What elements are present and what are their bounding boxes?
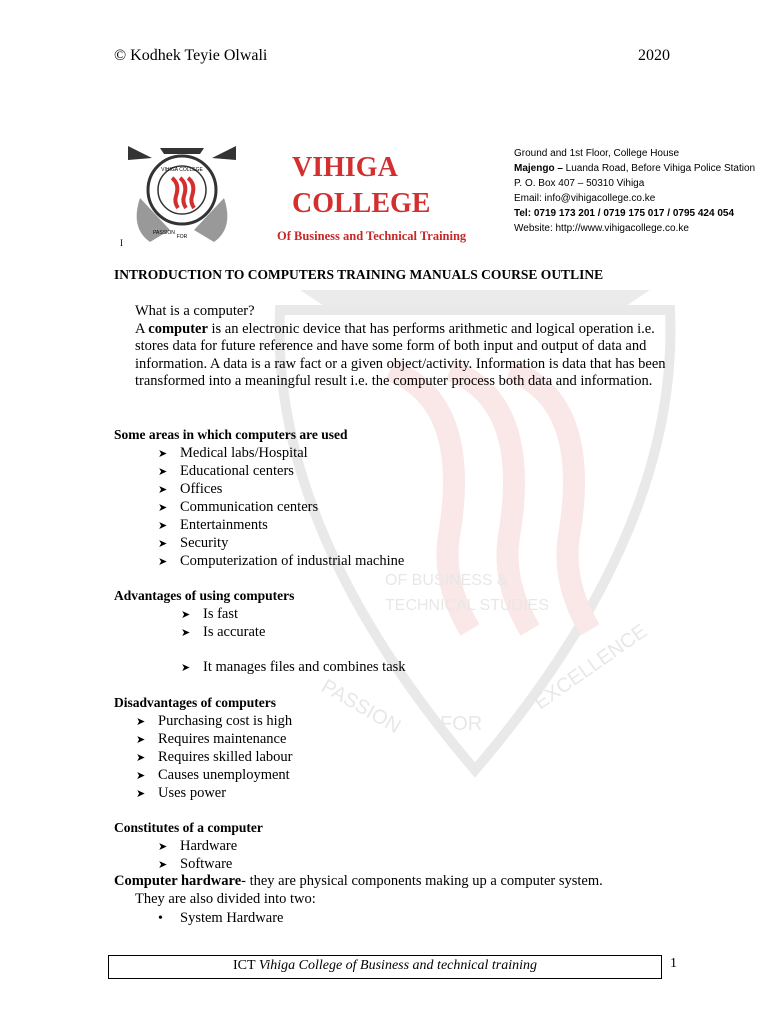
contact-address: Ground and 1st Floor, College House	[514, 148, 680, 159]
contact-email: Email: info@vihigacollege.co.ke	[514, 193, 656, 204]
list-item: ➤ Security	[158, 535, 229, 551]
arrowhead-bullet-icon: ➤	[158, 538, 168, 550]
header-author: © Kodhek Teyie Olwali	[114, 47, 268, 64]
list-item: ➤ Educational centers	[158, 463, 294, 479]
intro-definition: A computer is an electronic device that has performs arithmetic and logical operation i.e. stores data for future reference and have some form of both input and output of data and information. A data is a raw fact or a given object/activity. Information is data that has been transformed into a meaningful result i.e. the computer process both data and information.	[135, 320, 666, 389]
arrowhead-bullet-icon: ➤	[158, 859, 168, 871]
logo-motto-a: PASSION	[153, 230, 175, 236]
watermark-text-2: TECHNICAL STUDIES	[385, 597, 549, 614]
list-item: ➤ Requires maintenance	[136, 731, 287, 747]
list-item: ➤ Software	[158, 856, 233, 872]
college-name-line1: VIHIGA	[292, 152, 398, 183]
college-logo	[120, 138, 244, 250]
arrowhead-bullet-icon: ➤	[136, 752, 146, 764]
watermark-text-1: OF BUSINESS &	[385, 572, 508, 589]
list-item: ➤ Hardware	[158, 838, 238, 854]
watermark-motto-b: FOR	[440, 713, 483, 735]
areas-heading: Some areas in which computers are used	[114, 427, 348, 442]
list-item: ➤ Medical labs/Hospital	[158, 445, 308, 461]
arrowhead-bullet-icon: ➤	[181, 662, 191, 674]
list-item: ➤ Entertainments	[158, 517, 268, 533]
arrowhead-bullet-icon: ➤	[158, 484, 168, 496]
list-item: ➤ Uses power	[136, 785, 227, 801]
list-item: ➤ Computerization of industrial machine	[158, 553, 405, 569]
disadvantages-heading: Disadvantages of computers	[114, 695, 276, 710]
arrowhead-bullet-icon: ➤	[181, 609, 191, 621]
contact-pobox: P. O. Box 407 – 50310 Vihiga	[514, 178, 645, 189]
logo-inner-text: VIHIGA COLLEGE	[161, 167, 203, 173]
arrowhead-bullet-icon: ➤	[136, 770, 146, 782]
list-item: ➤ Causes unemployment	[136, 767, 290, 783]
intro-question: What is a computer?	[135, 303, 255, 319]
intro-paragraph	[135, 303, 675, 391]
list-item: ➤ Is accurate	[181, 624, 266, 640]
list-item: ➤ It manages files and combines task	[181, 659, 406, 675]
page-number: 1	[670, 956, 677, 971]
arrowhead-bullet-icon: ➤	[181, 627, 191, 639]
round-bullet-icon: •	[158, 911, 163, 926]
document-title: INTRODUCTION TO COMPUTERS TRAINING MANUALS COURSE OUTLINE	[114, 267, 604, 282]
arrowhead-bullet-icon: ➤	[158, 520, 168, 532]
arrowhead-bullet-icon: ➤	[136, 788, 146, 800]
college-subtitle: Of Business and Technical Training	[277, 229, 467, 243]
contact-phone: Tel: 0719 173 201 / 0719 175 017 / 0795 424 054	[514, 208, 734, 219]
logo-motto-b: FOR	[176, 234, 188, 240]
hardware-divided-line: They are also divided into two:	[135, 891, 316, 907]
list-item: ➤ Requires skilled labour	[136, 749, 293, 765]
letterhead-mark: I	[120, 238, 123, 248]
arrowhead-bullet-icon: ➤	[158, 502, 168, 514]
list-item: ➤ Communication centers	[158, 499, 319, 515]
footer-text: ICT Vihiga College of Business and technical training	[233, 958, 537, 973]
arrowhead-bullet-icon: ➤	[136, 734, 146, 746]
arrowhead-bullet-icon: ➤	[158, 556, 168, 568]
watermark-motto-c: EXCELLENCE	[530, 620, 652, 715]
college-name-line2: COLLEGE	[292, 188, 431, 219]
contact-block	[514, 146, 755, 236]
arrowhead-bullet-icon: ➤	[136, 716, 146, 728]
header-year: 2020	[638, 47, 670, 64]
watermark-motto-a: PASSION	[317, 675, 405, 739]
arrowhead-bullet-icon: ➤	[158, 448, 168, 460]
constitutes-heading: Constitutes of a computer	[114, 820, 263, 835]
advantages-heading: Advantages of using computers	[114, 588, 295, 603]
arrowhead-bullet-icon: ➤	[158, 841, 168, 853]
arrowhead-bullet-icon: ➤	[158, 466, 168, 478]
list-item: ➤ Is fast	[181, 606, 239, 622]
contact-website: Website: http://www.vihigacollege.co.ke	[514, 223, 689, 234]
list-item: • System Hardware	[158, 910, 284, 926]
contact-location: Majengo – Luanda Road, Before Vihiga Police Station	[514, 163, 756, 174]
list-item: ➤ Purchasing cost is high	[136, 713, 293, 729]
list-item: ➤ Offices	[158, 481, 223, 497]
hardware-definition: Computer hardware- they are physical components making up a computer system.	[114, 873, 603, 889]
